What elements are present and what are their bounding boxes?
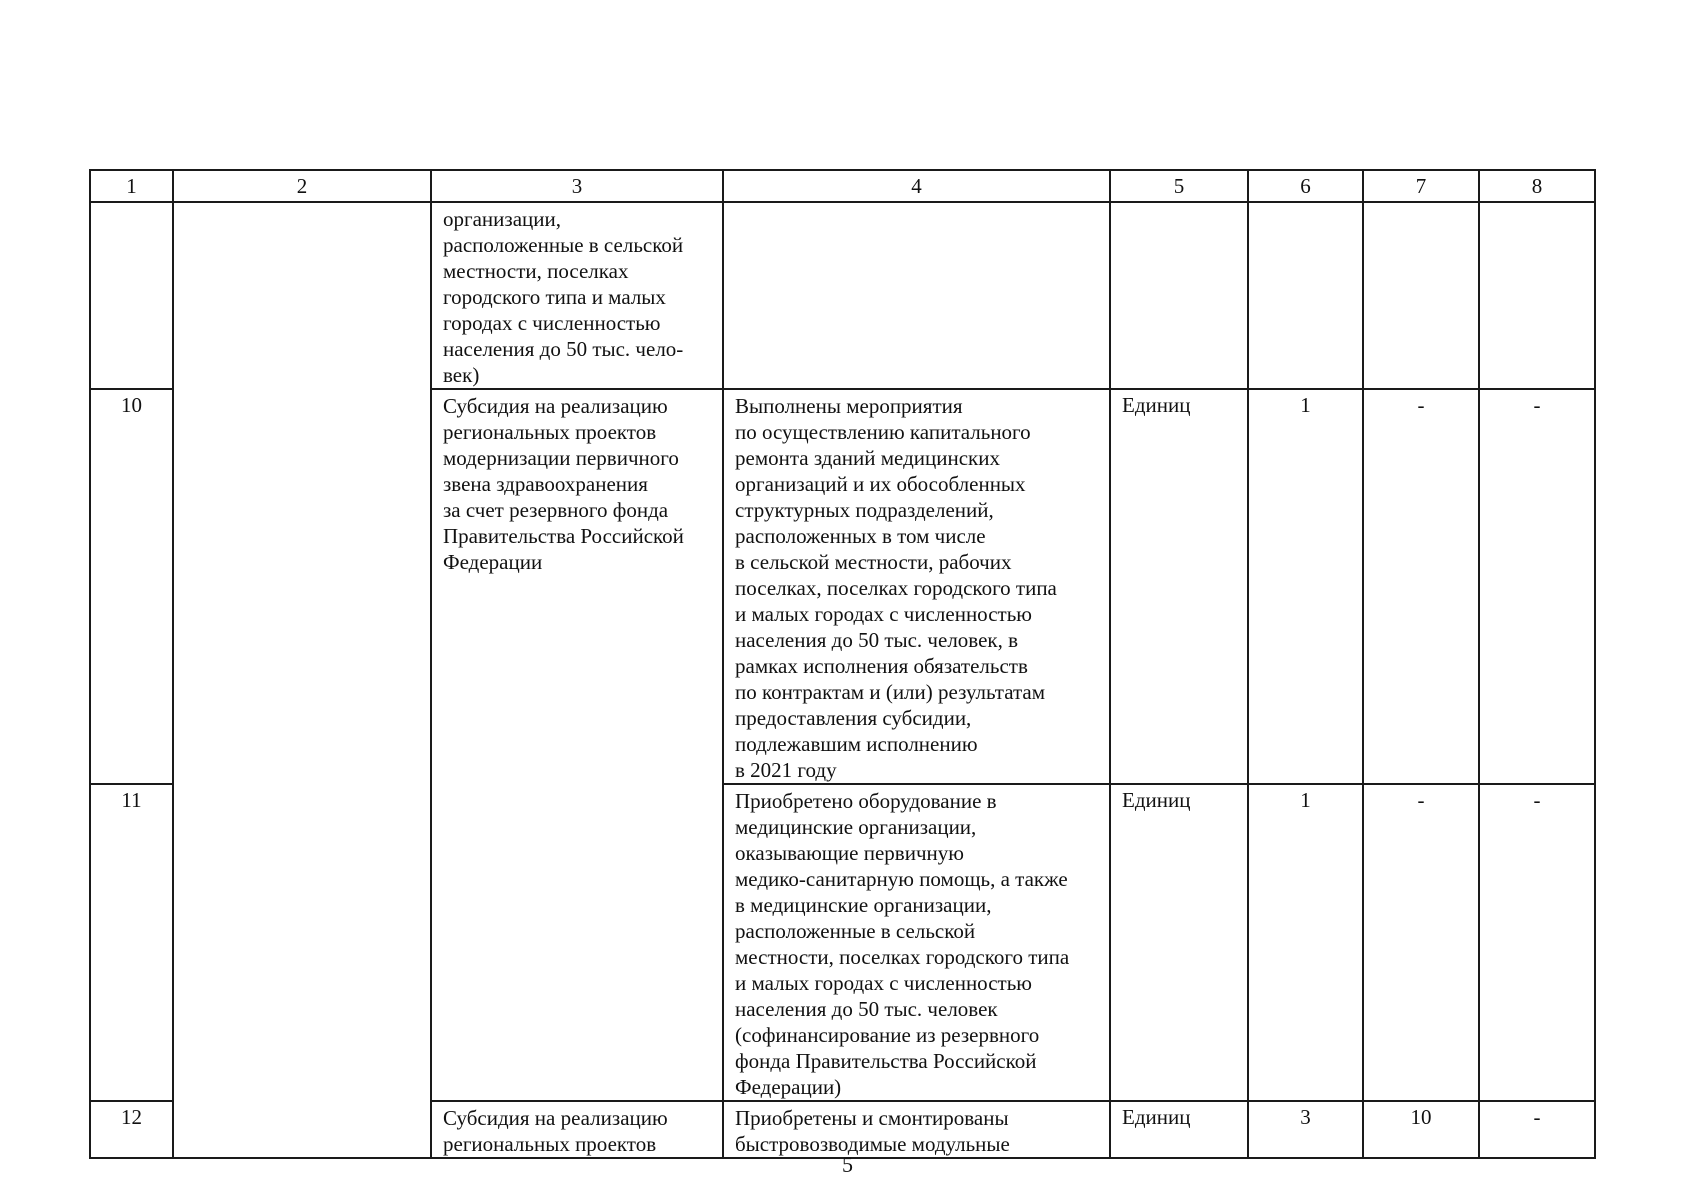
- text-line: региональных проектов: [443, 420, 657, 444]
- text-line: фонда Правительства Российской: [735, 1049, 1037, 1073]
- header-cell: 1: [90, 170, 173, 202]
- header-cell: 7: [1363, 170, 1479, 202]
- header-cell: 2: [173, 170, 431, 202]
- value-cell: [1363, 202, 1479, 389]
- header-row: [90, 170, 1595, 202]
- text-line: по контрактам и (или) результатам: [735, 680, 1046, 704]
- text-line: в 2021 году: [735, 758, 837, 782]
- text-line: медицинские организации,: [735, 815, 977, 839]
- text-line: за счет резервного фонда: [443, 498, 669, 522]
- header-cell: 4: [723, 170, 1110, 202]
- row-number: 11: [90, 784, 173, 1101]
- text-line: организаций и их обособленных: [735, 472, 1026, 496]
- text-line: Федерации: [443, 550, 543, 574]
- text-line: по осуществлению капитального: [735, 420, 1031, 444]
- value-cell: 1: [1248, 784, 1363, 1101]
- header-cell: 3: [431, 170, 723, 202]
- text-line: (софинансирование из резервного: [735, 1023, 1040, 1047]
- text-line: расположенные в сельской: [443, 233, 684, 257]
- text-line: городах с численностью: [443, 311, 661, 335]
- text-line: населения до 50 тыс. человек, в: [735, 628, 1019, 652]
- text-line: Правительства Российской: [443, 524, 684, 548]
- row-number: 10: [90, 389, 173, 784]
- text-line: ремонта зданий медицинских: [735, 446, 1000, 470]
- text-line: оказывающие первичную: [735, 841, 964, 865]
- text-line: в сельской местности, рабочих: [735, 550, 1012, 574]
- value-cell: 3: [1248, 1101, 1363, 1158]
- row-number: 12: [90, 1101, 173, 1158]
- header-cell: 5: [1110, 170, 1248, 202]
- table-row-continuation: [90, 202, 1595, 389]
- text-line: и малых городах с численностью: [735, 971, 1032, 995]
- value-cell: [1248, 202, 1363, 389]
- text-line: подлежавшим исполнению: [735, 732, 978, 756]
- result-cell: [723, 784, 1110, 1101]
- text-line: Приобретено оборудование в: [735, 789, 997, 813]
- subsidy-cell: [431, 1101, 723, 1158]
- unit-cell: Единиц: [1110, 784, 1248, 1101]
- subsidy-cell: [431, 389, 723, 1101]
- text-line: расположенные в сельской: [735, 919, 976, 943]
- unit-cell: [1110, 202, 1248, 389]
- text-line: Субсидия на реализацию: [443, 1106, 668, 1130]
- result-cell: [723, 389, 1110, 784]
- text-line: структурных подразделений,: [735, 498, 994, 522]
- value-cell: -: [1479, 389, 1595, 784]
- num-cell: [90, 202, 173, 389]
- text-line: городского типа и малых: [443, 285, 666, 309]
- result-cell: [723, 202, 1110, 389]
- subsidy-cell: [431, 202, 723, 389]
- text-line: модернизации первичного: [443, 446, 679, 470]
- unit-cell: Единиц: [1110, 389, 1248, 784]
- text-line: и малых городах с численностью: [735, 602, 1032, 626]
- text-line: Субсидия на реализацию: [443, 394, 668, 418]
- text-line: местности, поселках городского типа: [735, 945, 1070, 969]
- text-line: местности, поселках: [443, 259, 629, 283]
- value-cell: -: [1479, 784, 1595, 1101]
- value-cell: [1479, 202, 1595, 389]
- text-line: Федерации): [735, 1075, 842, 1099]
- value-cell: 1: [1248, 389, 1363, 784]
- text-line: региональных проектов: [443, 1132, 657, 1156]
- text-line: быстровозводимые модульные: [735, 1132, 1010, 1156]
- text-line: век): [443, 363, 480, 387]
- value-cell: 10: [1363, 1101, 1479, 1158]
- text-line: звена здравоохранения: [443, 472, 648, 496]
- text-line: расположенных в том числе: [735, 524, 986, 548]
- text-line: населения до 50 тыс. человек: [735, 997, 998, 1021]
- text-line: населения до 50 тыс. чело-: [443, 337, 684, 361]
- text-line: Выполнены мероприятия: [735, 394, 963, 418]
- text-line: Приобретены и смонтированы: [735, 1106, 1009, 1130]
- value-cell: -: [1363, 784, 1479, 1101]
- text-line: предоставления субсидии,: [735, 706, 972, 730]
- col2-merged-cell: [173, 202, 431, 1158]
- text-line: поселках, поселках городского типа: [735, 576, 1057, 600]
- text-line: в медицинские организации,: [735, 893, 992, 917]
- text-line: организации,: [443, 207, 561, 231]
- value-cell: -: [1363, 389, 1479, 784]
- value-cell: -: [1479, 1101, 1595, 1158]
- page-number: 5: [842, 1152, 853, 1177]
- result-cell: [723, 1101, 1110, 1158]
- document-table: [89, 169, 1596, 1159]
- unit-cell: Единиц: [1110, 1101, 1248, 1158]
- text-line: медико-санитарную помощь, а также: [735, 867, 1068, 891]
- header-cell: 8: [1479, 170, 1595, 202]
- header-cell: 6: [1248, 170, 1363, 202]
- text-line: рамках исполнения обязательств: [735, 654, 1028, 678]
